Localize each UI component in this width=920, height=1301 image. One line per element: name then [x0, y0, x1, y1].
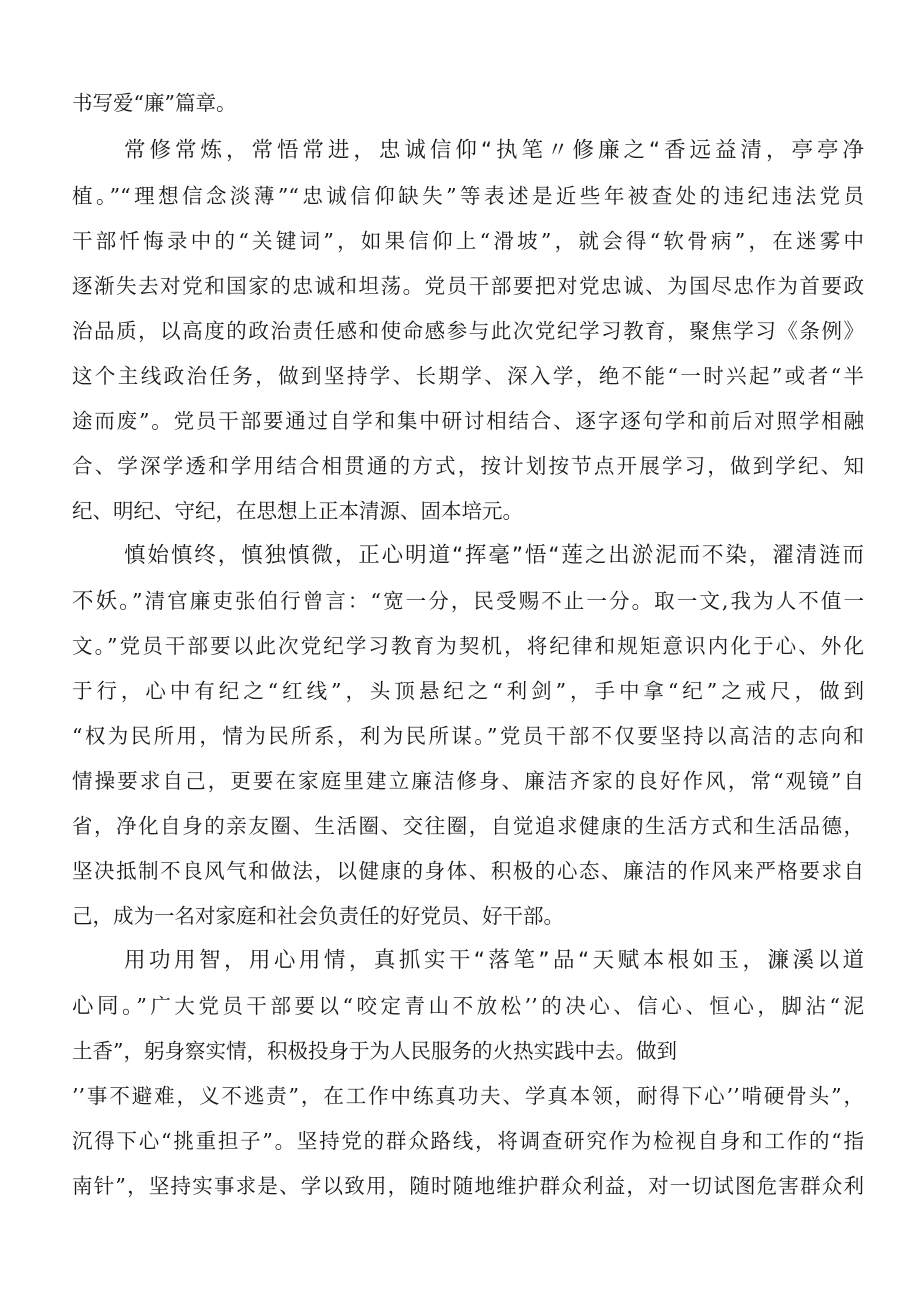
text-line: 途而废”。党员干部要通过自学和集中研讨相结合、逐字逐句学和前后对照学相融: [72, 409, 864, 433]
heading-continuation: 不妖。: [72, 589, 133, 614]
section-heading-2: 慎始慎终，慎独慎微，正心明道“挥毫”悟“莲之出淤泥而不染，濯清涟而: [124, 543, 864, 568]
text-line: 逐渐失去对党和国家的忠诚和坦荡。党员干部要把对党忠诚、为国尽忠作为首要政: [72, 274, 864, 298]
text-line: 己，成为一名对家庭和社会负责任的好党员、好干部。: [72, 904, 564, 928]
text-line: 治品质，以高度的政治责任感和使命感参与此次党纪学习教育，聚焦学习《条例》: [72, 319, 864, 343]
text-line: “权为民所用，情为民所系，利为民所谋。”党员干部不仅要坚持以高洁的志向和: [72, 724, 864, 748]
text-line: [72, 991, 864, 1021]
text-line: 于行，心中有纪之“红线”，头顶悬纪之“利剑”，手中拿“纪”之戒尺，做到: [72, 679, 864, 703]
line-rest: ”广大党员干部要以“咬定青山不放松’’的决心、信心、恒心，脚沾“泥: [136, 994, 864, 1018]
text-line: 文。”党员干部要以此次党纪学习教育为契机，将纪律和规矩意识内化于心、外化: [72, 634, 864, 658]
text-line: 这个主线政治任务，做到坚持学、长期学、深入学，绝不能“一时兴起”或者“半: [72, 364, 864, 388]
text-line: 省，净化自身的亲友圈、生活圈、交往圈，自觉追求健康的生活方式和生活品德，: [72, 814, 864, 838]
text-line: 南针”，坚持实事求是、学以致用，随时随地维护群众利益，对一切试图危害群众利: [72, 1174, 864, 1198]
section-heading-1: 常修常炼，常悟常进，忠诚信仰“执笔〃修廉之“香远益清，亭亭净: [124, 138, 864, 163]
text-line: 情操要求自己，更要在家庭里建立廉洁修身、廉洁齐家的良好作风，常“观镜”自: [72, 769, 864, 793]
text-line: 干部忏悔录中的“关键词”，如果信仰上“滑坡”，就会得“软骨病”，在迷雾中: [72, 229, 864, 253]
section-heading-3: 用功用智，用心用情，真抓实干“落笔”品“天赋本根如玉，濂溪以道: [124, 948, 864, 973]
text-line: 坚决抵制不良风气和做法，以健康的身体、积极的心态、廉洁的作风来严格要求自: [72, 859, 864, 883]
text-line: 植。”“理想信念淡薄”“忠诚信仰缺失”等表述是近些年被查处的违纪违法党员: [72, 184, 864, 208]
text-line: 沉得下心“挑重担子”。坚持党的群众路线，将调查研究作为检视自身和工作的“指: [72, 1129, 864, 1153]
line-rest: ”清官廉吏张伯行曾言：“宽一分，民受赐不止一分。取一文,我为人不值一: [132, 589, 864, 613]
text-line: ’’事不避难，义不逃责”，在工作中练真功夫、学真本领，耐得下心’’啃硬骨头”，: [72, 1084, 864, 1108]
text-line: 纪、明纪、守纪，在思想上正本清源、固本培元。: [72, 499, 523, 523]
text-line: [72, 586, 864, 616]
text-line: 书写爱“廉”篇章。: [72, 91, 237, 115]
heading-continuation: 心同。: [72, 994, 137, 1019]
text-line: 合、学深学透和学用结合相贯通的方式，按计划按节点开展学习，做到学纪、知: [72, 454, 864, 478]
text-line: 土香”，躬身察实情，积极投身于为人民服务的火热实践中去。做到: [72, 1039, 677, 1063]
